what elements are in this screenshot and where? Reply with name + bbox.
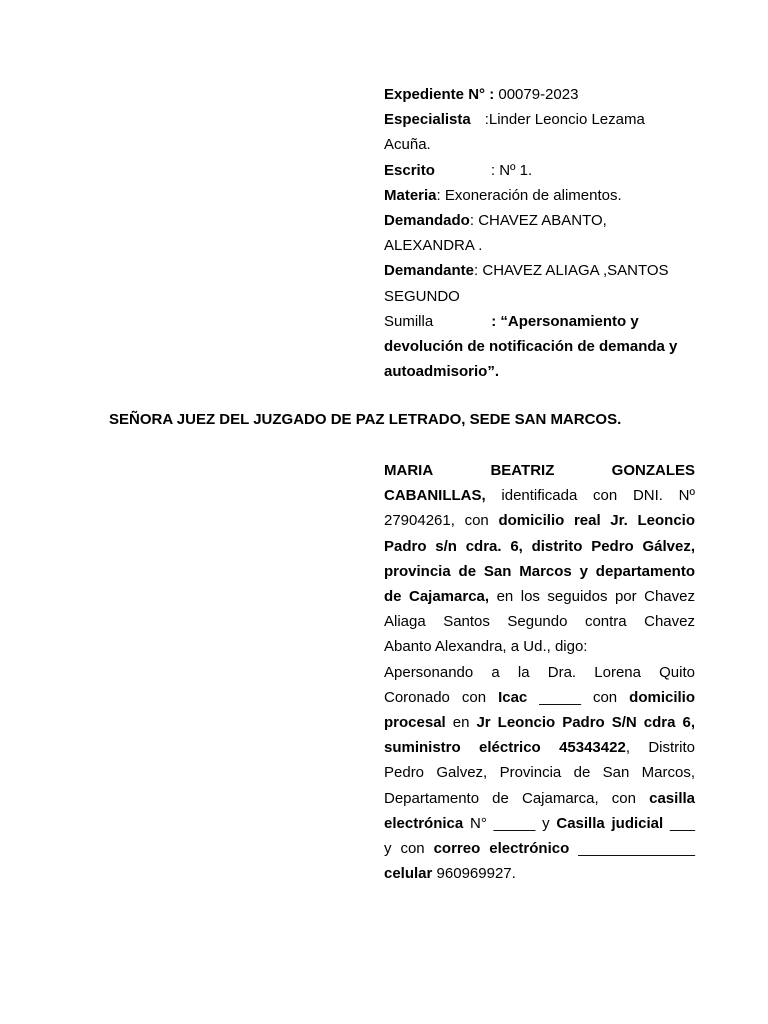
body-line: Departamento de Cajamarca, con casilla [384, 789, 695, 807]
body-line: Padro s/n cdra. 6, distrito Pedro Gálvez, [384, 537, 695, 555]
body-line: Apersonando a la Dra. Lorena Quito [384, 663, 695, 681]
body-line: de Cajamarca, en los seguidos por Chavez [384, 588, 695, 606]
sumilla-line-3: autoadmisorio”. [384, 363, 500, 381]
body-line: CABANILLAS, identificada con DNI. Nº [384, 487, 695, 505]
body-line: provincia de San Marcos y departamento [384, 562, 695, 580]
body-line: electrónica N° _____ y Casilla judicial ___ [384, 814, 696, 832]
body-line: Abanto Alexandra, a Ud., digo: [384, 638, 588, 656]
body-line: Coronado con Icac _____ con domicilio [384, 688, 695, 706]
materia-line: Materia: Exoneración de alimentos. [384, 186, 622, 204]
body-line: Pedro Galvez, Provincia de San Marcos, [384, 764, 695, 782]
demandado-line: Demandado: CHAVEZ ABANTO, [384, 212, 607, 230]
especialista-line: Especialista :Linder Leoncio Lezama [384, 111, 645, 129]
body-line: suministro eléctrico 45343422, Distrito [384, 739, 695, 757]
court-address: SEÑORA JUEZ DEL JUZGADO DE PAZ LETRADO, SEDE SAN MARCOS. [109, 411, 622, 428]
demandante-line: Demandante: CHAVEZ ALIAGA ,SANTOS [384, 262, 669, 280]
body-line: 27904261, con domicilio real Jr. Leoncio [384, 512, 695, 530]
body-line: y con correo electrónico ______________ [384, 840, 695, 858]
case-header [384, 82, 696, 384]
sumilla-line: Sumilla : “Apersonamiento y [384, 312, 639, 330]
escrito-line: Escrito : Nº 1. [384, 161, 533, 179]
body-line: Aliaga Santos Segundo contra Chavez [384, 613, 695, 631]
especialista-line-2: Acuña. [384, 136, 431, 154]
demandado-line-2: ALEXANDRA . [384, 237, 483, 255]
expediente-line: Expediente N° : 00079-2023 [384, 86, 579, 103]
sumilla-line-2: devolución de notificación de demanda y [384, 338, 678, 356]
body-line: celular 960969927. [384, 865, 516, 883]
body-line: procesal en Jr Leoncio Padro S/N cdra 6, [384, 714, 695, 732]
body-paragraph [384, 458, 695, 886]
demandante-line-2: SEGUNDO [384, 287, 460, 305]
body-line: MARIA BEATRIZ GONZALES [384, 462, 695, 479]
